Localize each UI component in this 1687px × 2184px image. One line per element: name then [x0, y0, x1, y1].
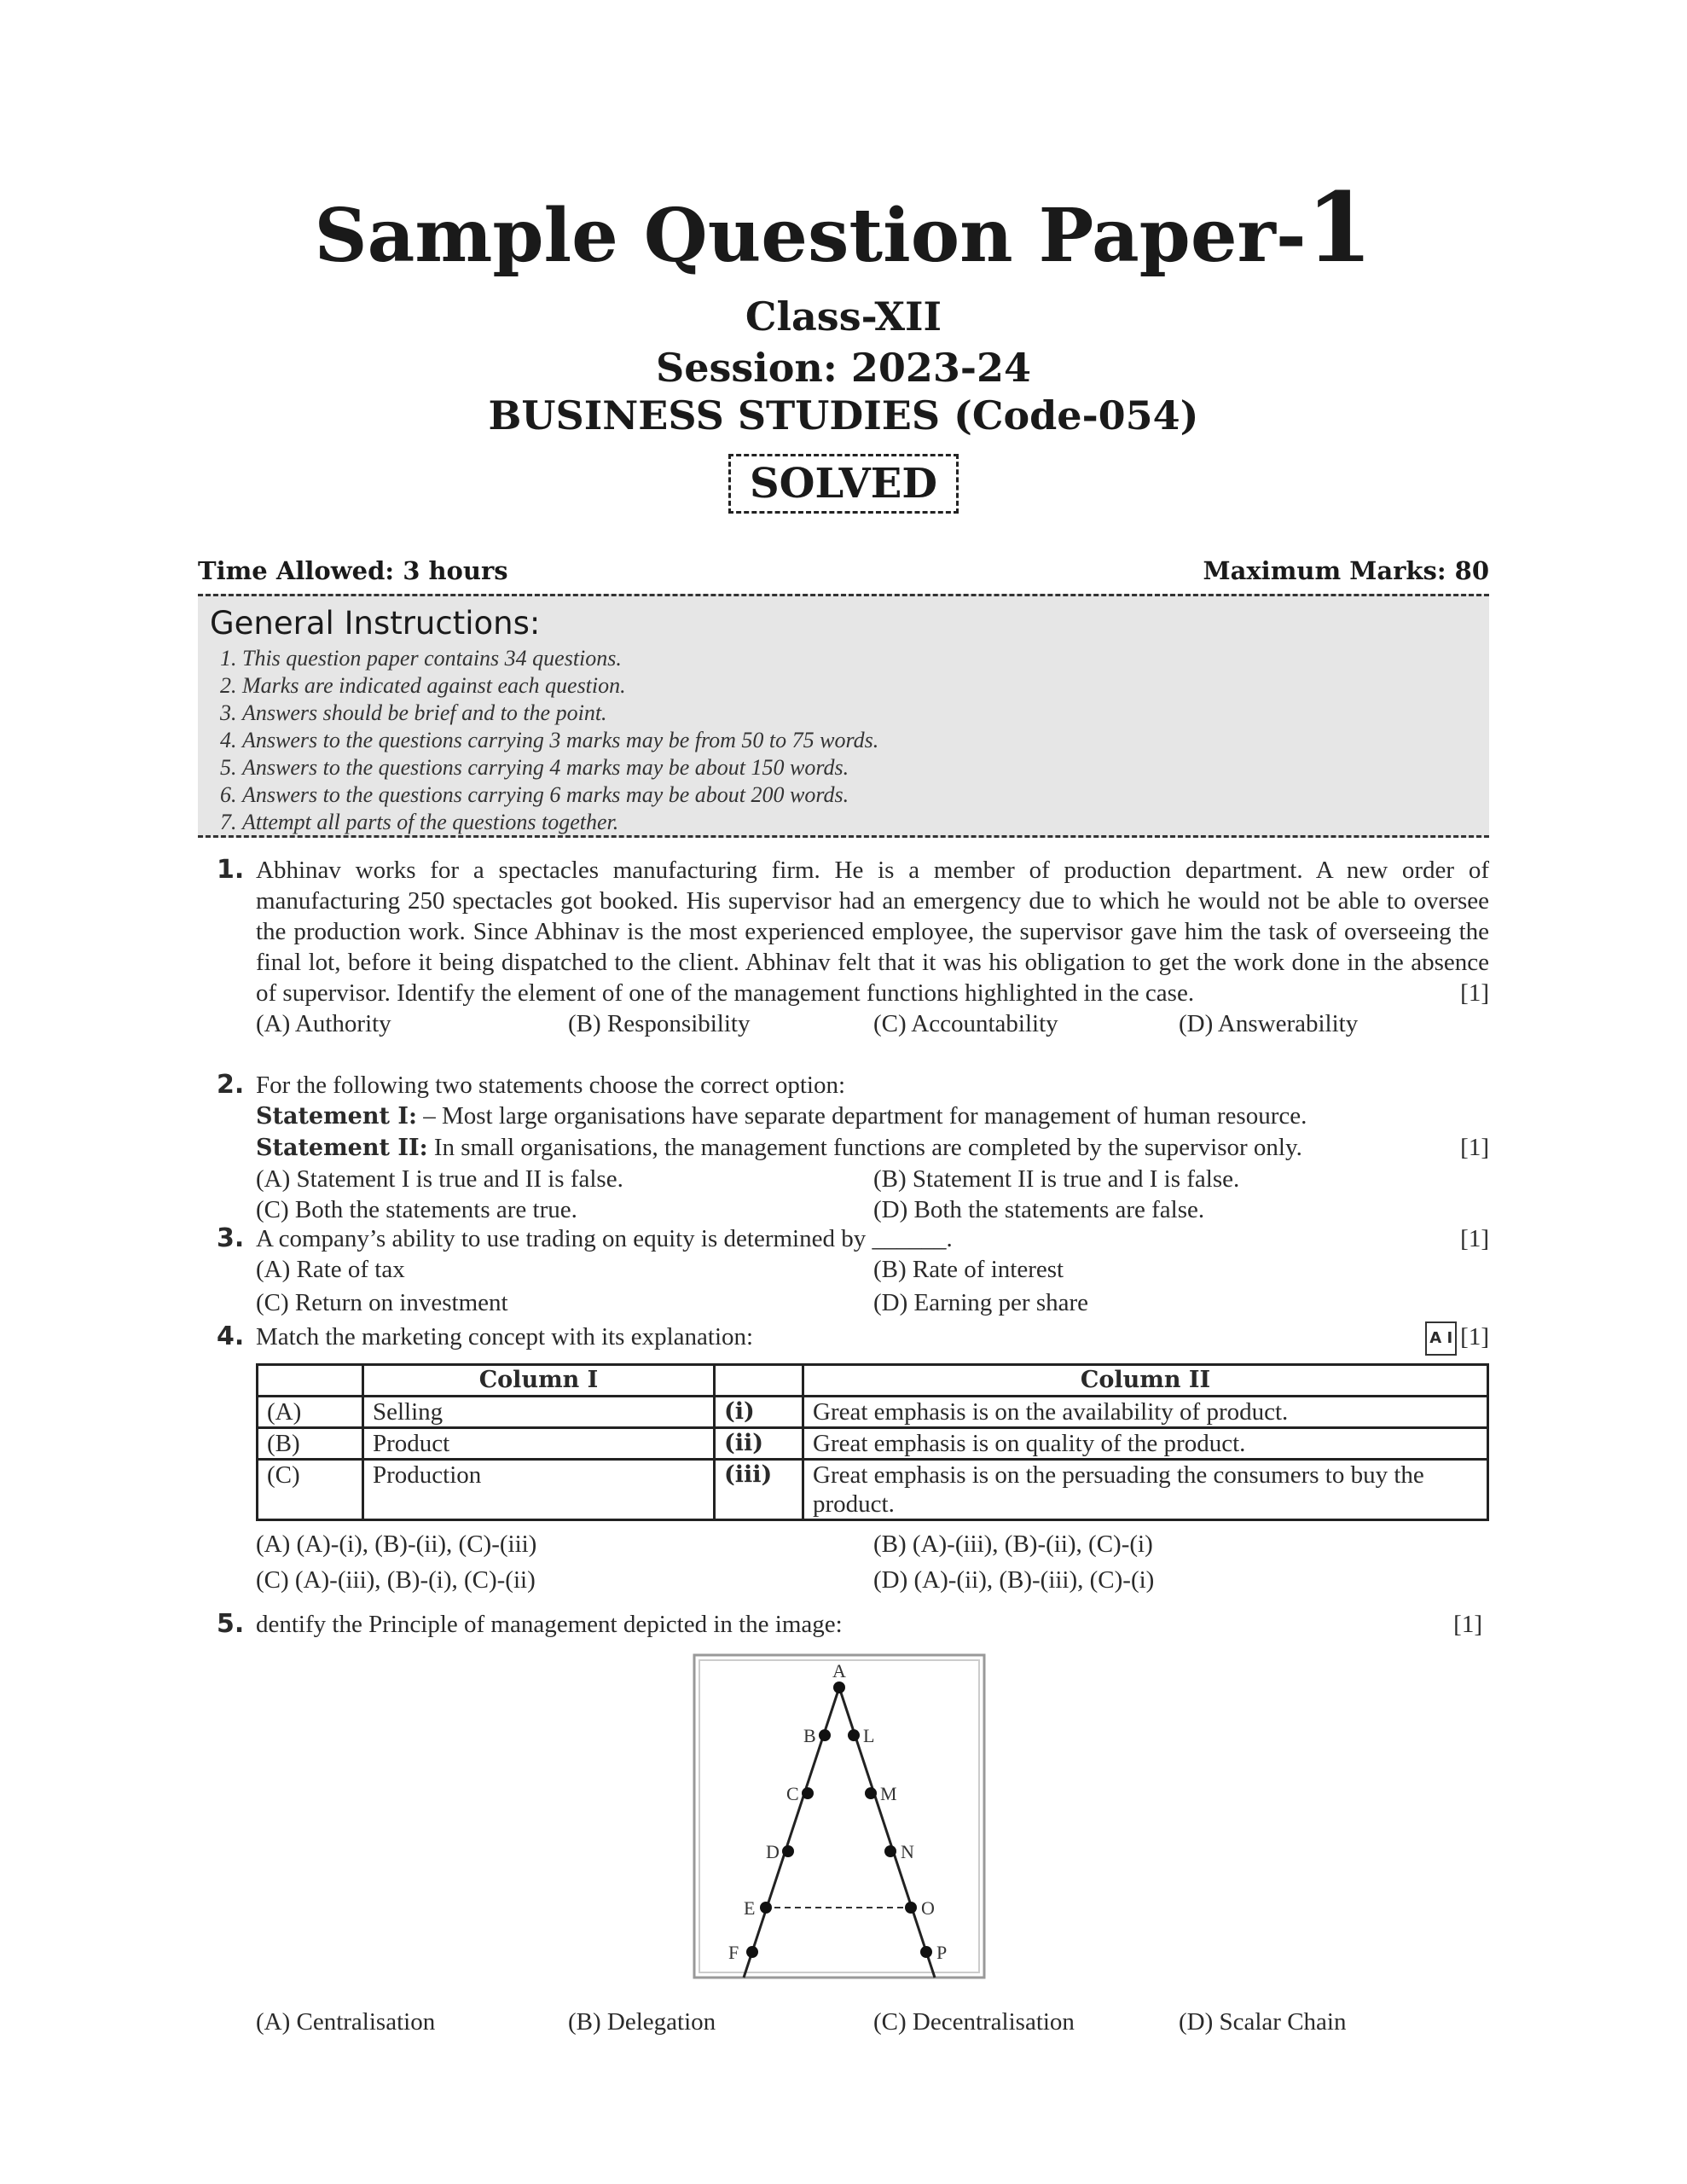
session-label: Session: 2023-24 — [655, 345, 1031, 391]
row-concept: Product — [363, 1428, 715, 1460]
instruction-item: 5. Answers to the questions carrying 4 marks may be about 150 words. — [242, 754, 1477, 781]
question-text: A company’s ability to use trading on equity is determined by ______. — [256, 1225, 953, 1252]
node-f — [746, 1946, 758, 1958]
label-f: F — [728, 1942, 739, 1963]
node-c — [802, 1787, 814, 1799]
subject-label: BUSINESS STUDIES (Code-054) — [488, 392, 1199, 439]
options-row — [256, 1254, 1489, 1287]
match-table — [256, 1363, 1489, 1521]
option-b: (B) (A)-(iii), (B)-(ii), (C)-(i) — [873, 1531, 1153, 1558]
option-b: (B) Rate of interest — [873, 1256, 1064, 1283]
row-letter: (C) — [258, 1460, 363, 1520]
question-text: Abhinav works for a spectacles manufacturing firm. He is a member of production department. A new order of manufacturing 250 spectacles got booked. His supervisor had an emergency due to which he would not be able to oversee the production work. Since Abhinav is the most experienced employee, the supervisor gave him the task of overseeing the final lot, before it being dispatched to the client. Abhinav felt that it was his obligation to get the work done in the absence of supervisor. Identify the element of one of the management functions highlighted in the case. — [256, 857, 1489, 1007]
option-d: (D) Earning per share — [873, 1289, 1089, 1316]
row-explanation: Great emphasis is on quality of the product. — [803, 1428, 1488, 1460]
question-mark: [1] — [1460, 979, 1489, 1007]
question-number: 4. — [217, 1321, 245, 1351]
instruction-item: 6. Answers to the questions carrying 6 marks may be about 200 words. — [242, 781, 1477, 809]
row-concept: Production — [363, 1460, 715, 1520]
table-row — [258, 1460, 1488, 1520]
label-m: M — [880, 1783, 897, 1804]
option-c: (C) Both the statements are true. — [256, 1196, 577, 1223]
statement-2-text: In small organisations, the management functions are completed by the supervisor only. — [427, 1134, 1302, 1161]
label-o: O — [921, 1897, 935, 1919]
question-5-options — [198, 2007, 1489, 2037]
question-mark: [1] — [1453, 1611, 1482, 1638]
time-allowed: Time Allowed: 3 hours — [198, 556, 508, 585]
option-c: (C) Decentralisation — [873, 2008, 1075, 2036]
option-d: (D) Scalar Chain — [1179, 2008, 1347, 2036]
paper-meta — [198, 556, 1489, 585]
question-1 — [198, 855, 1489, 1039]
option-c: (C) Return on investment — [256, 1289, 508, 1316]
row-numeral: (ii) — [715, 1428, 803, 1460]
question-5 — [198, 1609, 1489, 1640]
label-d: D — [766, 1841, 780, 1862]
table-row — [258, 1428, 1488, 1460]
label-n: N — [901, 1841, 914, 1862]
instructions-list — [210, 645, 1477, 836]
option-d: (D) (A)-(ii), (B)-(iii), (C)-(i) — [873, 1566, 1155, 1594]
options-row — [256, 1529, 1489, 1565]
question-text: Match the marketing concept with its explanation: — [256, 1323, 754, 1350]
question-2 — [198, 1070, 1489, 1225]
row-explanation: Great emphasis is on the persuading the consumers to buy the product. — [803, 1460, 1488, 1520]
question-number: 3. — [217, 1223, 245, 1253]
instruction-item: 2. Marks are indicated against each question. — [242, 672, 1477, 700]
option-a: (A) Authority — [256, 1010, 391, 1037]
option-a: (A) Centralisation — [256, 2008, 436, 2036]
node-e — [760, 1902, 772, 1914]
options-row — [256, 1164, 1489, 1194]
question-number: 2. — [217, 1070, 245, 1100]
option-d: (D) Both the statements are false. — [873, 1196, 1205, 1223]
question-mark: [1] — [1460, 1134, 1489, 1161]
instruction-item: 7. Attempt all parts of the questions together. — [242, 809, 1477, 836]
node-o — [905, 1902, 917, 1914]
row-letter: (A) — [258, 1397, 363, 1428]
instructions-heading: General Instructions: — [210, 605, 541, 642]
options — [256, 1008, 1489, 1039]
label-b: B — [803, 1725, 816, 1746]
question-number: 5. — [217, 1609, 245, 1639]
label-p: P — [936, 1942, 948, 1963]
node-d — [782, 1845, 794, 1857]
label-a: A — [832, 1660, 846, 1682]
row-numeral: (i) — [715, 1397, 803, 1428]
maximum-marks: Maximum Marks: 80 — [1203, 556, 1489, 585]
option-d: (D) Answerability — [1179, 1010, 1359, 1037]
question-text: For the following two statements choose the correct option: — [256, 1072, 846, 1099]
statement-2-label: Statement II: — [256, 1135, 428, 1161]
options-row — [256, 1565, 1489, 1595]
node-a — [833, 1682, 845, 1693]
option-a: (A) (A)-(i), (B)-(ii), (C)-(iii) — [256, 1531, 537, 1558]
node-b — [819, 1729, 831, 1741]
option-b: (B) Delegation — [568, 2008, 716, 2036]
node-n — [884, 1845, 896, 1857]
class-label: Class-XII — [745, 293, 942, 340]
row-numeral: (iii) — [715, 1460, 803, 1520]
page-title: Sample Question Paper-1 — [314, 172, 1373, 284]
table-header-row — [258, 1365, 1488, 1397]
options — [256, 2007, 1489, 2037]
scalar-chain-figure — [691, 1652, 989, 1983]
option-a: (A) Statement I is true and II is false. — [256, 1165, 623, 1193]
statement-1-label: Statement I: — [256, 1103, 417, 1130]
node-m — [865, 1787, 877, 1799]
question-4-options — [198, 1529, 1489, 1595]
instruction-item: 4. Answers to the questions carrying 3 marks may be from 50 to 75 words. — [242, 727, 1477, 754]
question-mark: [1] — [1460, 1323, 1489, 1350]
label-c: C — [786, 1783, 799, 1804]
node-p — [920, 1946, 932, 1958]
question-text: dentify the Principle of management depicted in the image: — [256, 1611, 843, 1638]
row-explanation: Great emphasis is on the availability of product. — [803, 1397, 1488, 1428]
option-c: (C) (A)-(iii), (B)-(i), (C)-(ii) — [256, 1566, 536, 1594]
title-number: 1 — [1306, 172, 1373, 284]
instruction-item: 3. Answers should be brief and to the point. — [242, 700, 1477, 727]
column-2-header: Column II — [803, 1365, 1488, 1397]
question-mark: [1] — [1460, 1225, 1489, 1252]
option-b: (B) Statement II is true and I is false. — [873, 1165, 1240, 1193]
question-3 — [198, 1223, 1489, 1318]
options-row — [256, 1194, 1489, 1225]
option-a: (A) Rate of tax — [256, 1256, 405, 1283]
table-row — [258, 1397, 1488, 1428]
question-4 — [198, 1321, 1489, 1352]
solved-badge: SOLVED — [728, 454, 959, 514]
label-e: E — [744, 1897, 756, 1919]
ai-icon: A I — [1425, 1321, 1457, 1356]
question-number: 1. — [217, 855, 245, 885]
option-b: (B) Responsibility — [568, 1010, 751, 1037]
row-letter: (B) — [258, 1428, 363, 1460]
instruction-item: 1. This question paper contains 34 questions. — [242, 645, 1477, 672]
general-instructions — [198, 594, 1489, 838]
figure-frame — [694, 1655, 984, 1978]
statement-1-text: – Most large organisations have separate department for management of human resource. — [416, 1102, 1307, 1130]
node-l — [848, 1729, 860, 1741]
row-concept: Selling — [363, 1397, 715, 1428]
column-1-header: Column I — [363, 1365, 715, 1397]
option-c: (C) Accountability — [873, 1010, 1058, 1037]
options-row — [256, 1287, 1489, 1318]
label-l: L — [863, 1725, 875, 1746]
